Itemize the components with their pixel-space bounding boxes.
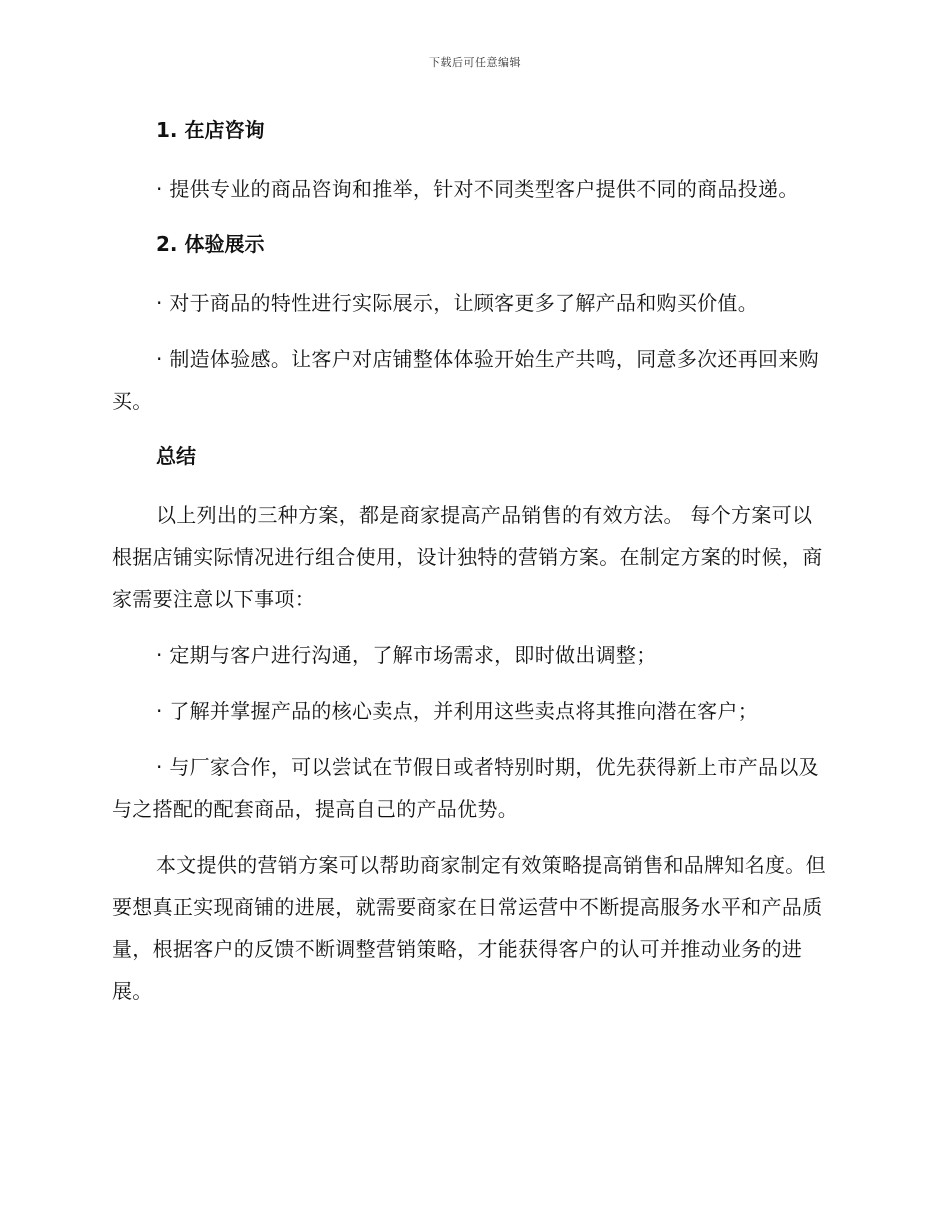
- section-heading-in-store-consult: 1. 在店咨询: [156, 118, 265, 142]
- paragraph-experience-display-1: · 对于商品的特性进行实际展示，让顾客更多了解产品和购买价值。: [156, 291, 759, 315]
- section-heading-summary: 总结: [156, 444, 196, 468]
- header-note: 下载后可任意编辑: [429, 56, 521, 69]
- paragraph-closing: 本文提供的营销方案可以帮助商家制定有效策略提高销售和品牌知名度。但要想真正实现商铺的进展，就需要商家在日常运营中不断提高服务水平和产品质量，根据客户的反馈不断调整营销策略，才能获得客户的认可并推动业务的进展。: [112, 853, 826, 1003]
- paragraph-summary-intro: 以上列出的三种方案，都是商家提高产品销售的有效方法。 每个方案可以根据店铺实际情况进行组合使用，设计独特的营销方案。在制定方案的时候，商家需要注意以下事项：: [112, 503, 823, 611]
- bullet-selling-points: · 了解并掌握产品的核心卖点，并利用这些卖点将其推向潜在客户；: [156, 699, 759, 723]
- document-body: [112, 110, 832, 1026]
- bullet-communicate: · 定期与客户进行沟通，了解市场需求，即时做出调整；: [156, 643, 657, 667]
- paragraph-in-store-consult: · 提供专业的商品咨询和推举，针对不同类型客户提供不同的商品投递。: [156, 177, 799, 201]
- section-heading-experience-display: 2. 体验展示: [156, 232, 265, 256]
- paragraph-experience-display-2: · 制造体验感。让客户对店铺整体体验开始生产共鸣，同意多次还再回来购买。: [112, 347, 819, 413]
- bullet-manufacturer-cooperation: · 与厂家合作，可以尝试在节假日或者特别时期，优先获得新上市产品以及与之搭配的配套商品，提高自己的产品优势。: [112, 755, 819, 821]
